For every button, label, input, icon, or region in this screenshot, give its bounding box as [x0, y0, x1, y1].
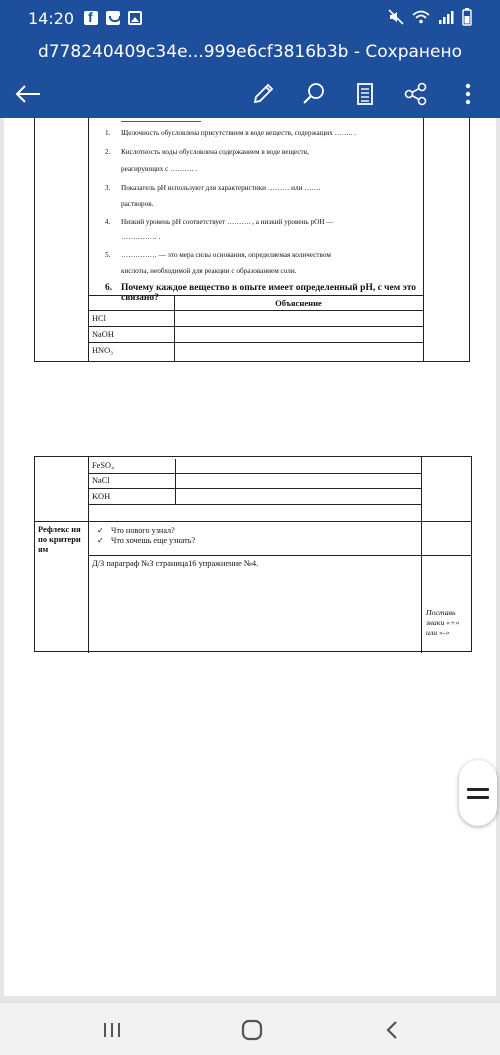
share-icon: [400, 78, 432, 110]
substance-name: NaCl: [92, 476, 110, 485]
status-right-icons: [388, 8, 472, 26]
checklist-item: ✓ Что нового узнал?: [97, 526, 175, 535]
search-icon: [298, 78, 330, 110]
status-time: 14:20: [28, 9, 75, 28]
substance-name: FeSO₄: [92, 461, 115, 470]
table-row[interactable]: [89, 343, 423, 361]
gallery-icon: [128, 11, 142, 25]
battery-icon: [462, 8, 472, 26]
cut-off-text-fragment: [121, 118, 201, 122]
table-row[interactable]: [89, 459, 421, 474]
aliexpress-icon: [106, 11, 120, 25]
table-header-row: [89, 295, 423, 311]
substance-table: [89, 459, 421, 505]
status-bar: [0, 0, 500, 34]
pencil-icon: [247, 78, 279, 110]
search-button[interactable]: [298, 78, 330, 110]
arrow-left-icon: [12, 78, 44, 110]
edit-button[interactable]: [247, 78, 279, 110]
back-button[interactable]: [12, 78, 44, 110]
mute-icon: [388, 9, 404, 25]
table-row[interactable]: [89, 311, 423, 327]
side-note: Поставь знаки «+» или «-»: [426, 608, 460, 638]
recent-apps-icon: [97, 1015, 127, 1045]
document-title: d778240409c34e...999e6cf3816b3b - Сохранено: [37, 42, 463, 62]
substance-name: NaOH: [92, 330, 114, 339]
document-icon: [349, 78, 381, 110]
checkmark-icon: ✓: [97, 536, 104, 546]
lesson-table-frame-2: [34, 456, 472, 652]
substance-name: HNO₃: [92, 346, 114, 355]
checkmark-icon: ✓: [97, 526, 104, 535]
lesson-table-frame: 1. Щелочность обусловлена присутствием в воде веществ, содержащих …….. . 2. Кислотность воды обусловлена содержанием в воде веществ, реагирующих с ………. . 3. Показатель pH используют для характеристики ……… или ……. растворов. 4. Низкий уровень pH соответствует ………. , а низкий уровень pOH — …………… . 5. …………… — это мера силы основания, определяемая количеством кислоты, необходимой для реакции с образованием соли. 6. Почему каждое вещество в опыте имеет определенный pH, с чем это связано? Объяснение HCl NaOH HNO₃: [34, 118, 470, 362]
scroll-thumb[interactable]: [459, 760, 497, 826]
reading-mode-button[interactable]: [349, 78, 381, 110]
back-nav-button[interactable]: [378, 1015, 408, 1045]
share-button[interactable]: [400, 78, 432, 110]
recent-apps-button[interactable]: [97, 1015, 127, 1045]
table-row[interactable]: [89, 327, 423, 343]
homework-text: Д/З параграф №3 страница16 упражнение №4.: [92, 559, 259, 568]
document-page-2: [4, 412, 496, 996]
reflection-label: Рефлекс ия по критери ям: [38, 525, 81, 555]
wifi-icon: [412, 9, 430, 25]
chevron-left-icon: [378, 1015, 408, 1045]
table-row[interactable]: [89, 489, 421, 505]
substance-name: KOH: [92, 492, 111, 501]
signal-icon: [438, 9, 454, 25]
facebook-icon: [84, 11, 98, 25]
toolbar: [0, 70, 500, 118]
navigation-bar: [0, 1002, 500, 1055]
home-icon: [237, 1015, 267, 1045]
table-row[interactable]: [89, 474, 421, 489]
substance-name: HCl: [92, 314, 106, 323]
more-vertical-icon: [452, 78, 484, 110]
home-button[interactable]: [237, 1015, 267, 1045]
checklist-item: ✓ Что хочешь еще узнать?: [97, 536, 196, 546]
document-canvas[interactable]: [0, 118, 500, 1002]
reflection-checklist: [97, 526, 195, 547]
table-header-explanation: Объяснение: [275, 298, 322, 308]
more-options-button[interactable]: [452, 78, 484, 110]
explanation-table: [89, 295, 423, 361]
